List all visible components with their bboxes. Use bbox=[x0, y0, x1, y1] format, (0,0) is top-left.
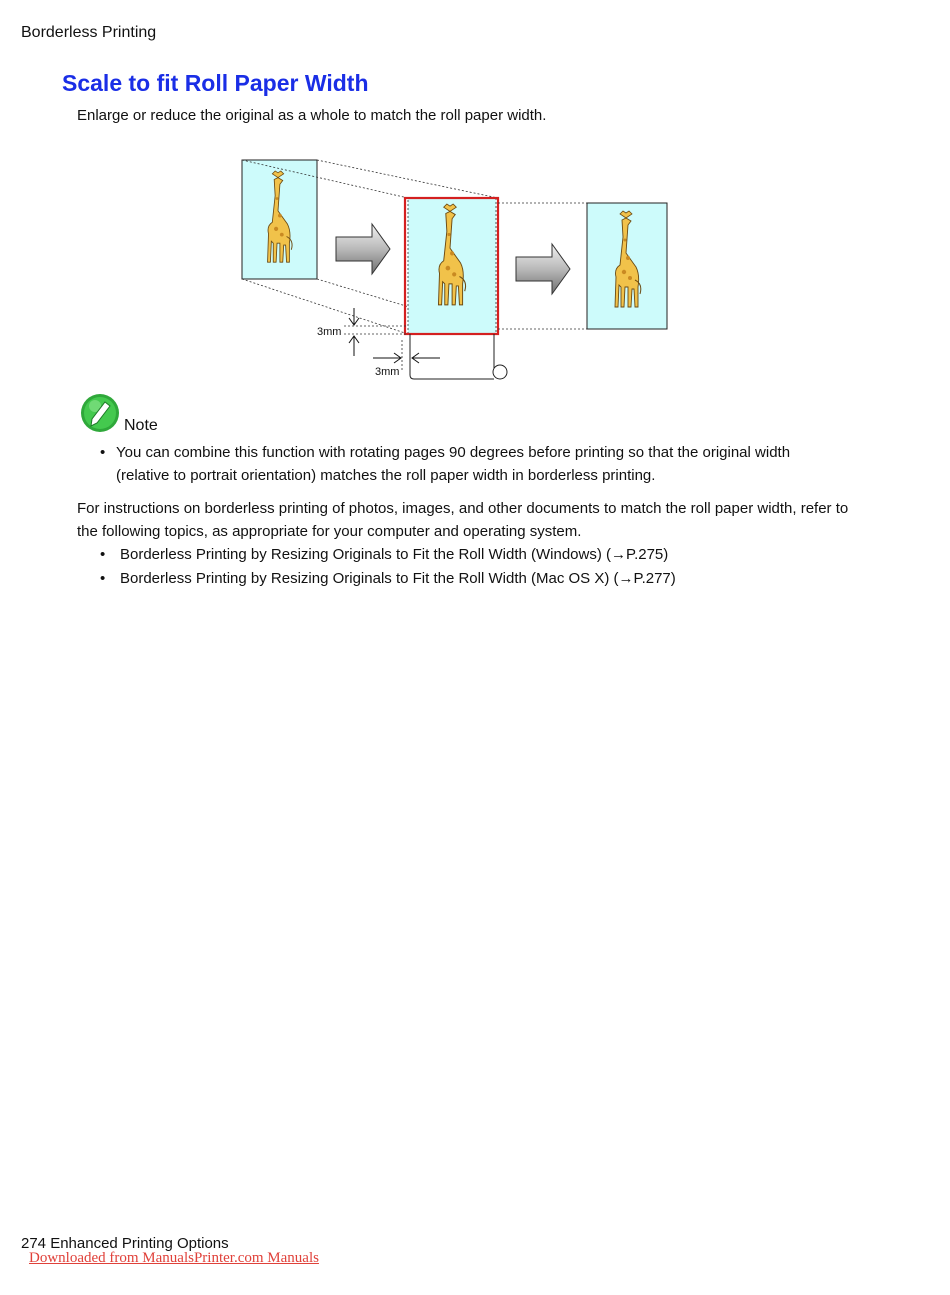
scale-to-fit-figure bbox=[236, 150, 676, 386]
margin-label-horizontal: 3mm bbox=[375, 366, 400, 378]
pencil-note-icon bbox=[80, 393, 120, 433]
topic-link-mac[interactable]: • Borderless Printing by Resizing Originals to Fit the Roll Width (Mac OS X) (→P.277) bbox=[100, 567, 676, 591]
note-item: • You can combine this function with rotating pages 90 degrees before printing so that the original width (relative to portrait orientation) matches the roll paper width in borderless printing. bbox=[100, 441, 840, 487]
right-arrow-icon bbox=[516, 244, 570, 294]
roll-paper bbox=[410, 375, 494, 379]
instructions-paragraph: For instructions on borderless printing of photos, images, and other documents to match the roll paper width, refer to the following topics, as appropriate for your computer and operating system. bbox=[77, 500, 849, 540]
download-link[interactable]: Downloaded from ManualsPrinter.com Manuals bbox=[29, 1250, 319, 1266]
page-footer: 274 Enhanced Printing Options bbox=[21, 1235, 229, 1252]
running-head: Borderless Printing bbox=[21, 24, 157, 41]
section-intro: Enlarge or reduce the original as a whole to match the roll paper width. bbox=[77, 107, 547, 124]
note-list bbox=[100, 441, 840, 487]
right-arrow-icon bbox=[336, 224, 390, 274]
note-label: Note bbox=[124, 417, 158, 434]
margin-label-vertical: 3mm bbox=[317, 326, 342, 338]
topic-link-windows[interactable]: • Borderless Printing by Resizing Originals to Fit the Roll Width (Windows) (→P.275) bbox=[100, 543, 676, 567]
section-title: Scale to fit Roll Paper Width bbox=[62, 70, 369, 96]
topic-list bbox=[100, 543, 676, 591]
